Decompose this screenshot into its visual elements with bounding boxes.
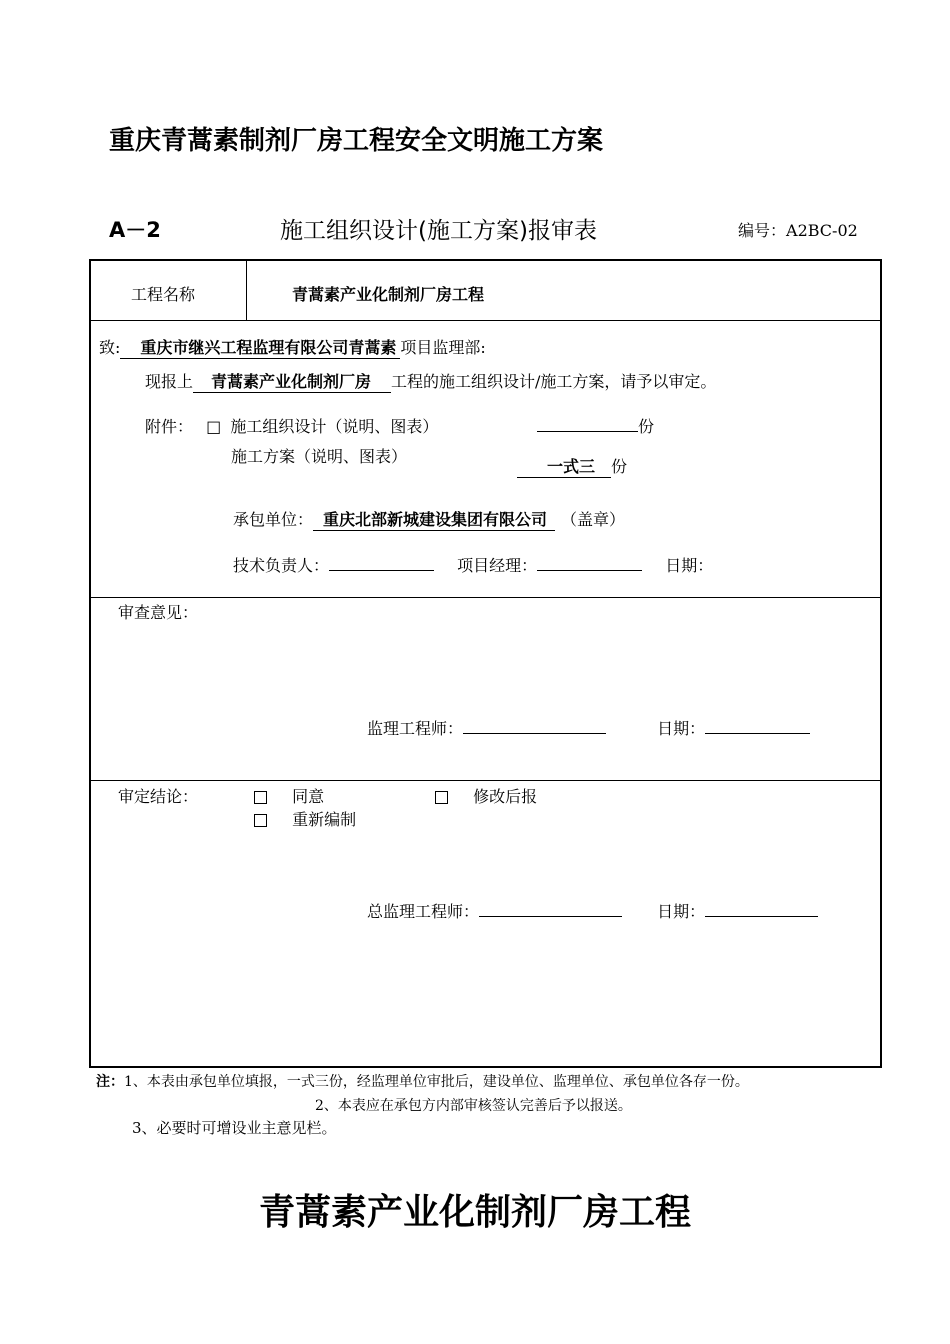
- chief-date-blank[interactable]: [705, 900, 818, 917]
- supervisor-sign-line: [367, 716, 810, 739]
- recompile-checkbox[interactable]: [254, 814, 267, 827]
- notes-prefix: 注：: [96, 1074, 124, 1090]
- agree-label: 同意: [292, 787, 325, 806]
- form-code: A－2: [109, 218, 161, 242]
- footer-title: 青蒿素产业化制剂厂房工程: [258, 1192, 691, 1233]
- attachment-1-blank[interactable]: [537, 415, 638, 432]
- tech-lead-label: 技术负责人：: [233, 556, 330, 575]
- note-3: 3、必要时可增设业主意见栏。: [132, 1119, 337, 1137]
- project-name-divider: [246, 261, 247, 320]
- note-2: 2、本表应在承包方内部审核签认完善后予以报送。: [315, 1098, 632, 1114]
- conclusion-label: 审定结论：: [118, 787, 199, 806]
- row-divider-2: [91, 597, 880, 598]
- to-suffix: 项目监理部:: [400, 338, 486, 357]
- pm-label: 项目经理：: [457, 556, 538, 575]
- copies-unit-2: 份: [611, 457, 628, 476]
- agree-checkbox[interactable]: [254, 791, 267, 804]
- option-agree[interactable]: [254, 784, 324, 807]
- tech-lead-blank[interactable]: [329, 554, 434, 571]
- note-1: [96, 1071, 749, 1091]
- form-number-value: A2BC-02: [786, 221, 858, 240]
- chief-supervisor-label: 总监理工程师：: [367, 902, 480, 921]
- revise-label: 修改后报: [473, 787, 538, 806]
- document-title: 重庆青蒿素制剂厂房工程安全文明施工方案: [109, 126, 604, 156]
- attachment-line-1: [145, 414, 438, 437]
- attachment-2-copies-value: 一式三: [517, 444, 611, 478]
- project-name-value: 青蒿素产业化制剂厂房工程: [292, 285, 485, 304]
- to-line: [99, 335, 486, 359]
- supervisor-label: 监理工程师：: [367, 719, 464, 738]
- chief-supervisor-blank[interactable]: [479, 900, 622, 917]
- revise-checkbox[interactable]: [435, 791, 448, 804]
- submit-date-label: 日期：: [665, 556, 714, 575]
- contractor-line: [233, 507, 625, 531]
- chief-sign-line: [367, 899, 818, 922]
- supervisor-date-blank[interactable]: [705, 717, 810, 734]
- attachment-item-2: 施工方案（说明、图表）: [231, 447, 408, 466]
- attachment-label: 附件：: [145, 417, 194, 436]
- row-divider-3: [91, 780, 880, 781]
- signature-line: [233, 553, 713, 576]
- copies-unit-1: 份: [638, 417, 655, 436]
- attachment-1-copies: [537, 414, 654, 437]
- attachment-checkbox[interactable]: □: [206, 417, 222, 436]
- attachment-item-1: 施工组织设计（说明、图表）: [230, 417, 439, 436]
- review-label: 审查意见：: [118, 603, 199, 622]
- note-1-text: 1、本表由承包单位填报，一式三份，经监理单位审批后，建设单位、监理单位、承包单位各存一份。: [124, 1074, 749, 1090]
- contractor-seal: （盖章）: [561, 510, 626, 529]
- chief-date-label: 日期：: [657, 902, 706, 921]
- supervisor-date-label: 日期：: [657, 719, 706, 738]
- form-number: [738, 218, 858, 241]
- attachment-2-copies: [517, 444, 627, 478]
- form-title: 施工组织设计(施工方案)报审表: [280, 218, 597, 244]
- recompile-label: 重新编制: [292, 810, 357, 829]
- to-value: 重庆市继兴工程监理有限公司青蒿素: [120, 335, 400, 359]
- option-revise[interactable]: [435, 784, 537, 807]
- pm-blank[interactable]: [537, 554, 642, 571]
- supervisor-blank[interactable]: [463, 717, 606, 734]
- contractor-label: 承包单位：: [233, 510, 314, 529]
- report-prefix: 现报上: [145, 372, 194, 391]
- report-suffix: 工程的施工组织设计/施工方案，请予以审定。: [391, 372, 717, 391]
- option-recompile[interactable]: [254, 807, 356, 830]
- project-name-label: 工程名称: [131, 285, 196, 304]
- report-line: [145, 369, 716, 393]
- contractor-value: 重庆北部新城建设集团有限公司: [313, 507, 555, 531]
- report-value: 青蒿素产业化制剂厂房: [193, 369, 391, 393]
- form-number-label: 编号：: [738, 221, 787, 240]
- to-label: 致:: [99, 338, 121, 357]
- row-divider-1: [91, 320, 880, 321]
